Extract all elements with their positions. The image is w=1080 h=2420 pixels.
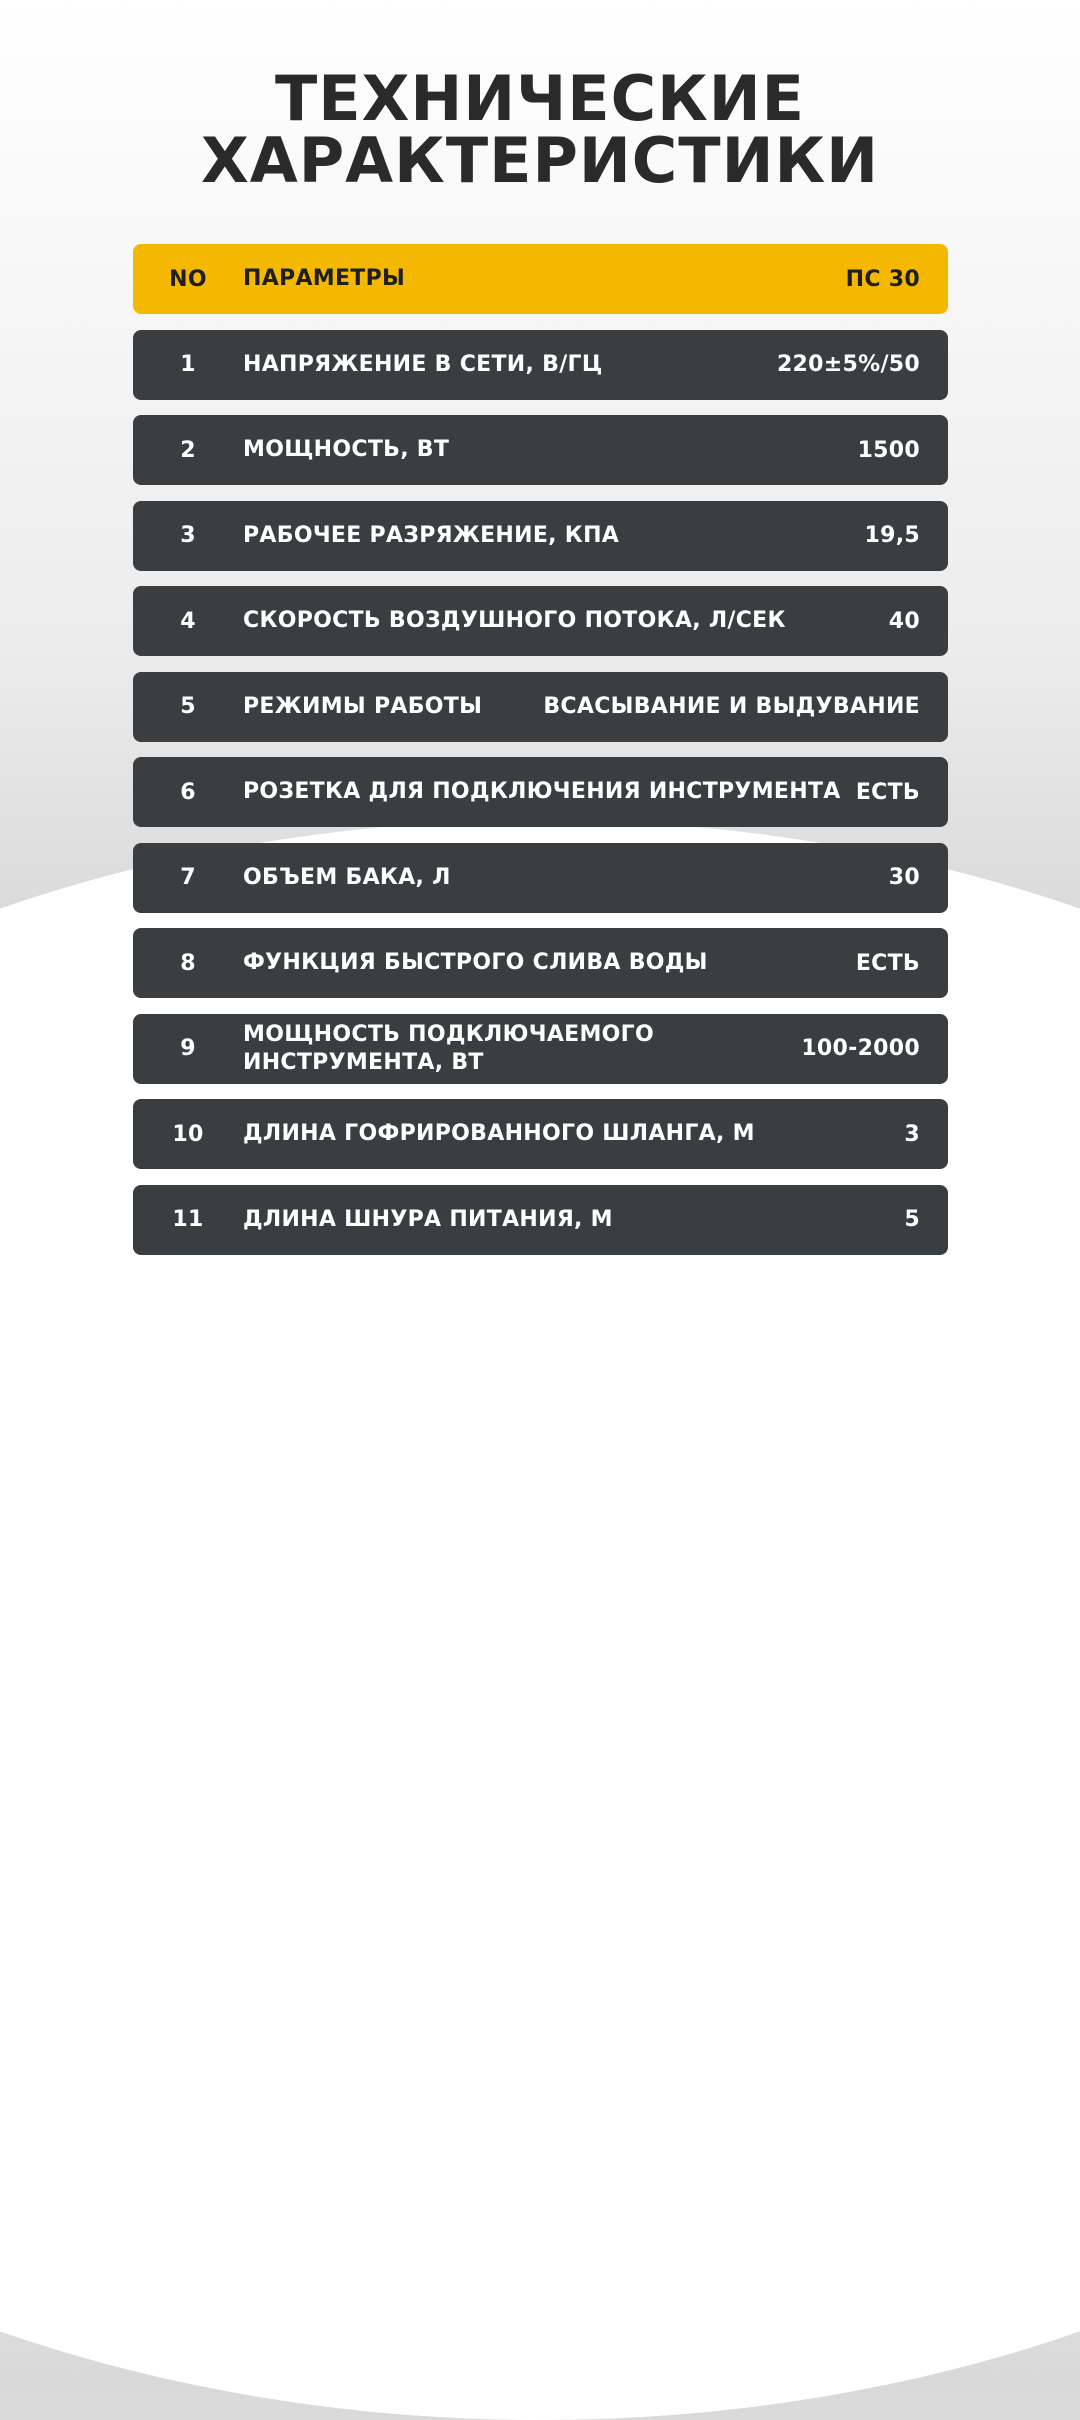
header-num: NO [169, 266, 207, 292]
page-title [0, 62, 1080, 197]
specs-table [133, 244, 948, 1270]
row-param: ДЛИНА ГОФРИРОВАННОГО ШЛАНГА, М [243, 1121, 755, 1146]
row-value: ВСАСЫВАНИЕ И ВЫДУВАНИЕ [543, 694, 920, 719]
row-num: 4 [180, 608, 196, 634]
row-num: 2 [180, 437, 196, 463]
row-value: ЕСТЬ [855, 950, 920, 976]
row-param [243, 1021, 801, 1077]
row-value: ЕСТЬ [855, 779, 920, 805]
row-param: ФУНКЦИЯ БЫСТРОГО СЛИВА ВОДЫ [243, 950, 708, 975]
row-param: СКОРОСТЬ ВОЗДУШНОГО ПОТОКА, Л/СЕК [243, 608, 786, 633]
row-value: 100-2000 [801, 1036, 920, 1061]
row-param: МОЩНОСТЬ, ВТ [243, 437, 450, 462]
row-num: 6 [180, 779, 196, 805]
table-row [133, 330, 948, 400]
table-row [133, 1099, 948, 1169]
row-value: 3 [904, 1121, 920, 1147]
table-row [133, 586, 948, 656]
page-title-line-2: ХАРАКТЕРИСТИКИ [200, 124, 880, 197]
row-param: ОБЪЕМ БАКА, Л [243, 864, 451, 890]
row-num: 3 [180, 523, 196, 548]
table-row [133, 1014, 948, 1084]
row-num: 5 [180, 694, 196, 719]
table-row [133, 928, 948, 998]
table-row [133, 501, 948, 571]
row-value: 40 [888, 608, 920, 634]
table-row [133, 415, 948, 485]
row-value: 19,5 [864, 523, 920, 548]
row-num: 9 [180, 1036, 196, 1061]
row-param: НАПРЯЖЕНИЕ В СЕТИ, В/ГЦ [243, 351, 603, 377]
row-num: 10 [172, 1121, 204, 1147]
row-value: 1500 [857, 437, 920, 463]
table-row [133, 843, 948, 913]
header-param: ПАРАМЕТРЫ [243, 266, 406, 291]
specs-table-header [133, 244, 948, 314]
row-param: РЕЖИМЫ РАБОТЫ [243, 693, 483, 719]
table-row [133, 672, 948, 742]
row-value: 5 [904, 1207, 920, 1232]
row-num: 11 [172, 1207, 204, 1232]
row-param: РОЗЕТКА ДЛЯ ПОДКЛЮЧЕНИЯ ИНСТРУМЕНТА [243, 779, 841, 804]
row-param: РАБОЧЕЕ РАЗРЯЖЕНИЕ, КПА [243, 522, 620, 548]
table-row [133, 1185, 948, 1255]
row-param-line-2: ИНСТРУМЕНТА, ВТ [243, 1049, 484, 1075]
row-num: 1 [180, 352, 196, 377]
row-num: 8 [180, 950, 196, 976]
row-num: 7 [180, 865, 196, 890]
header-value: ПС 30 [845, 266, 920, 292]
row-value: 220±5%/50 [776, 352, 920, 377]
row-value: 30 [888, 865, 920, 890]
row-param-line-1: МОЩНОСТЬ ПОДКЛЮЧАЕМОГО [243, 1021, 654, 1047]
row-param: ДЛИНА ШНУРА ПИТАНИЯ, М [243, 1206, 613, 1232]
page-title-line-1: ТЕХНИЧЕСКИЕ [274, 62, 806, 135]
table-row [133, 757, 948, 827]
